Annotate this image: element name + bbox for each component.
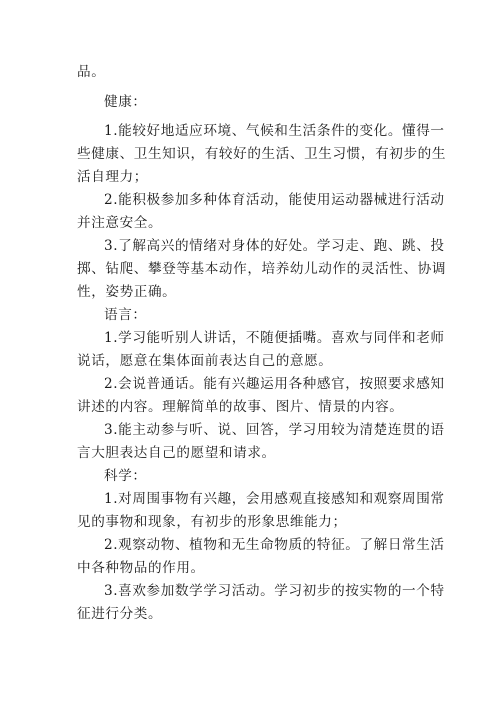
- text-line: 2.观察动物、植物和无生命物质的特征。了解日常生活: [104, 537, 445, 553]
- section-heading-science: 科学：: [104, 468, 147, 484]
- text-line: 3.能主动参与听、说、回答，学习用较为清楚连贯的语: [104, 422, 445, 438]
- section-heading-language: 语言：: [104, 307, 147, 323]
- text-line: 1.对周围事物有兴趣，会用感观直接感知和观察周围常: [104, 491, 445, 507]
- text-line: 说话，愿意在集体面前表达自己的意愿。: [77, 353, 333, 369]
- text-line: 品。: [77, 64, 106, 80]
- text-line: 征进行分类。: [77, 606, 163, 622]
- text-line: 性，姿势正确。: [77, 284, 177, 300]
- text-line: 1.能较好地适应环境、气候和生活条件的变化。懂得一: [104, 123, 445, 139]
- text-line: 3.了解高兴的情绪对身体的好处。学习走、跑、跳、投: [104, 238, 445, 254]
- text-line: 3.喜欢参加数学学习活动。学习初步的按实物的一个特: [104, 583, 445, 599]
- text-line: 掷、钻爬、攀登等基本动作，培养幼儿动作的灵活性、协调: [77, 261, 447, 277]
- text-line: 活自理力；: [77, 169, 148, 185]
- text-line: 2.会说普通话。能有兴趣运用各种感官，按照要求感知: [104, 376, 445, 392]
- text-line: 1.学习能听别人讲话，不随便插嘴。喜欢与同伴和老师: [104, 330, 445, 346]
- text-line: 些健康、卫生知识，有较好的生活、卫生习惯，有初步的生: [77, 146, 447, 162]
- text-line: 中各种物品的作用。: [77, 560, 205, 576]
- text-line: 并注意安全。: [77, 215, 163, 231]
- text-line: 言大胆表达自己的愿望和请求。: [77, 445, 276, 461]
- text-line: 讲述的内容。理解简单的故事、图片、情景的内容。: [77, 399, 404, 415]
- text-line: 2.能积极参加多种体育活动，能使用运动器械进行活动: [104, 192, 445, 208]
- section-heading-health: 健康：: [104, 94, 147, 110]
- text-line: 见的事物和现象，有初步的形象思维能力；: [77, 514, 347, 530]
